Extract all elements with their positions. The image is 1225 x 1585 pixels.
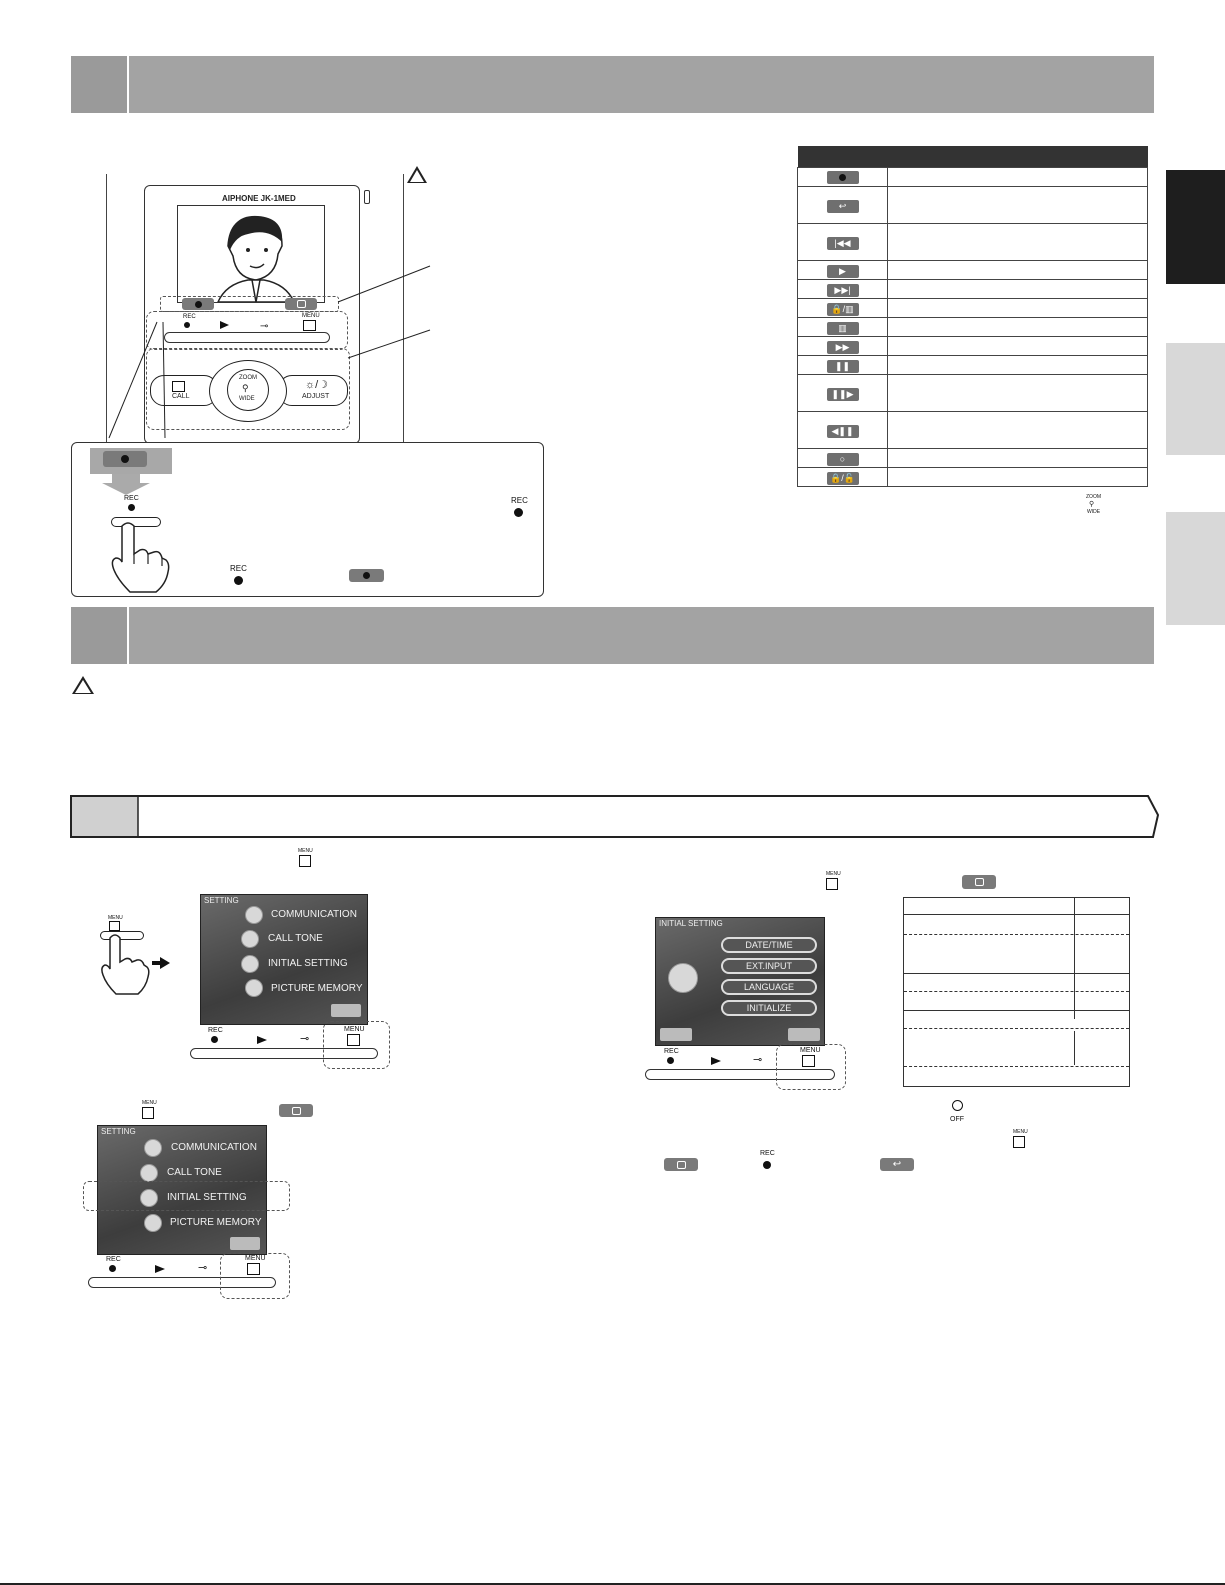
s1-menu-label: MENU <box>344 1026 365 1033</box>
screen-circle-button[interactable] <box>285 298 317 310</box>
zoom-label: ZOOM <box>239 375 257 381</box>
play-icon <box>257 1036 267 1044</box>
wide-label: WIDE <box>239 396 255 402</box>
note-back-button[interactable]: ↩ <box>880 1158 914 1171</box>
fast-forward-icon: ▶▶ <box>827 341 859 354</box>
play-icon <box>155 1265 165 1273</box>
zoom-callout-lines <box>105 310 205 450</box>
step3-menu-label: MENU <box>826 871 841 877</box>
initialize-button[interactable]: INITIALIZE <box>721 1000 817 1016</box>
callout-rec-screen-button-bottom[interactable] <box>349 569 384 582</box>
side-tab-dark <box>1166 170 1225 284</box>
note-rec-dot <box>763 1161 771 1169</box>
legend-wide-label: WIDE <box>1087 509 1101 515</box>
magnifier-icon: ⚲ <box>242 383 249 393</box>
play-icon: ▶ <box>827 265 859 278</box>
s1-menu-highlight <box>323 1021 390 1069</box>
date-time-button[interactable]: DATE/TIME <box>721 937 817 953</box>
skip-back-icon: |◀◀ <box>827 237 859 250</box>
screen-ok-button[interactable] <box>230 1237 260 1250</box>
s3-menu-highlight <box>776 1044 846 1090</box>
picture-memory-icon <box>144 1214 162 1232</box>
s1-rec-label: REC <box>208 1027 223 1034</box>
legend-zoom-label: ZOOM <box>1086 494 1101 500</box>
grid-dash <box>904 991 1129 992</box>
language-button[interactable]: LANGUAGE <box>721 979 817 995</box>
adjust-label: ADJUST <box>302 393 330 400</box>
warning-icon-inner <box>410 170 424 182</box>
grid-dash <box>904 1028 1129 1029</box>
step-back-icon: ◀❚❚ <box>827 425 859 438</box>
s2-rec-dot <box>109 1265 116 1272</box>
rec-key-label: REC <box>183 314 196 320</box>
screen-ok-button[interactable] <box>788 1028 820 1041</box>
section-number-tab <box>71 56 129 113</box>
legend-header-desc <box>888 146 1148 168</box>
s1-rec-dot <box>211 1036 218 1043</box>
menu-list-icon <box>1013 1136 1025 1148</box>
callout-rec-screen-button[interactable] <box>103 451 147 467</box>
callout-lines <box>330 260 440 370</box>
initial-setting-screen <box>655 917 825 1046</box>
menu-list-icon <box>299 855 311 867</box>
call-tone-icon <box>140 1164 158 1182</box>
call-tone-icon <box>241 930 259 948</box>
circle-icon <box>677 1161 686 1169</box>
play-icon <box>711 1057 721 1065</box>
brightness-icon: ☼/☽ <box>305 379 328 391</box>
menu-communication[interactable]: COMMUNICATION <box>271 909 357 920</box>
key-icon: ⊸ <box>753 1054 763 1066</box>
legend-header-icon <box>798 146 888 168</box>
brand-label: AIPHONE JK-1MED <box>222 194 296 203</box>
initial-setting-title: INITIAL SETTING <box>659 919 723 928</box>
grid-dash <box>904 1066 1129 1067</box>
key-icon: ⊸ <box>198 1262 208 1274</box>
grid-line <box>904 1010 1129 1011</box>
screen-ok-button[interactable] <box>331 1004 361 1017</box>
menu-initial-setting[interactable]: INITIAL SETTING <box>167 1192 247 1203</box>
callout-rec-label-bottom: REC <box>230 564 247 573</box>
menu-list-icon <box>142 1107 154 1119</box>
settings-grid <box>903 897 1130 1087</box>
grid-line <box>904 914 1129 915</box>
pressing-hand-icon <box>108 520 172 594</box>
circle-icon: ○ <box>827 453 859 466</box>
down-arrow-head <box>102 483 150 495</box>
record-dot-icon <box>827 171 859 184</box>
initial-setting-large-icon <box>668 963 698 993</box>
section-header-band-1 <box>71 56 1154 113</box>
note-menu-label: MENU <box>1013 1129 1028 1135</box>
section-number-tab <box>71 607 129 664</box>
screen-back-button[interactable] <box>660 1028 692 1041</box>
record-dot-icon <box>121 455 129 463</box>
menu-initial-setting[interactable]: INITIAL SETTING <box>268 958 348 969</box>
s2-menu-highlight <box>220 1253 290 1299</box>
circle-icon <box>297 300 306 308</box>
s3-rec-label: REC <box>664 1048 679 1055</box>
monitor-screen <box>177 205 325 303</box>
note-circle-button[interactable] <box>664 1158 698 1171</box>
menu-list-icon <box>826 878 838 890</box>
legend-magnifier-icon: ⚲ <box>1089 501 1095 508</box>
picture-memory-icon <box>245 979 263 997</box>
grid-divider <box>1074 898 1075 1019</box>
monitor-led <box>364 190 370 204</box>
screen-rec-button[interactable] <box>182 298 214 310</box>
back-arrow-icon: ↩ <box>827 200 859 213</box>
menu-picture-memory[interactable]: PICTURE MEMORY <box>271 983 363 994</box>
side-tab-light-1 <box>1166 343 1225 455</box>
initial-setting-highlight <box>83 1181 290 1211</box>
pause-icon: ❚❚ <box>827 360 859 373</box>
initial-setting-icon <box>241 955 259 973</box>
setting-screen-1 <box>200 894 368 1025</box>
lock-delete-icon: 🔒/▥ <box>827 303 859 316</box>
s3-rec-dot <box>667 1057 674 1064</box>
s2-menu-label: MENU <box>245 1255 266 1262</box>
lock-unlock-icon: 🔒/🔓 <box>827 472 859 485</box>
circle-icon <box>975 878 984 886</box>
warning-icon-2-inner <box>75 680 91 693</box>
step-forward-icon: ❚❚▶ <box>827 388 859 401</box>
pressing-hand-icon <box>98 932 152 996</box>
s2-rec-label: REC <box>106 1256 121 1263</box>
s3-menu-label: MENU <box>800 1047 821 1054</box>
step2-circle-button[interactable] <box>279 1104 313 1117</box>
menu-list-icon <box>303 320 316 331</box>
step2-menu-label: MENU <box>142 1100 157 1106</box>
right-arrow-head <box>160 957 170 969</box>
section-header-band-2 <box>71 607 1154 664</box>
trash-icon: ▥ <box>827 322 859 335</box>
step1-menu-label: MENU <box>298 848 313 854</box>
subsection-header <box>70 795 1160 839</box>
off-circle-icon <box>952 1100 963 1111</box>
communication-icon <box>245 906 263 924</box>
menu-call-tone[interactable]: CALL TONE <box>268 933 323 944</box>
callout-rec-dot <box>128 504 135 511</box>
hand-menu-label: MENU <box>108 915 123 921</box>
grid-divider <box>1074 1031 1075 1065</box>
icon-legend-table <box>797 146 1148 487</box>
note-rec-label: REC <box>760 1150 775 1157</box>
key-icon: ⊸ <box>260 321 269 332</box>
communication-icon <box>144 1139 162 1157</box>
record-dot-icon <box>363 572 370 579</box>
call-label: CALL <box>172 393 190 400</box>
callout-rec-dot-right <box>514 508 523 517</box>
callout-rec-label: REC <box>124 495 139 502</box>
setting-screen-title: SETTING <box>101 1127 136 1136</box>
callout-rec-label-right: REC <box>511 496 528 505</box>
grid-line <box>904 973 1129 974</box>
step3-circle-button[interactable] <box>962 875 996 889</box>
callout-rec-dot-bottom <box>234 576 243 585</box>
grid-dash <box>904 934 1129 935</box>
menu-call-tone[interactable]: CALL TONE <box>167 1167 222 1178</box>
play-icon <box>220 321 229 329</box>
menu-list-icon <box>109 921 120 931</box>
side-tab-light-2 <box>1166 512 1225 625</box>
menu-picture-memory[interactable]: PICTURE MEMORY <box>170 1217 262 1228</box>
setting-screen-title: SETTING <box>204 896 239 905</box>
ext-input-button[interactable]: EXT.INPUT <box>721 958 817 974</box>
skip-forward-icon: ▶▶| <box>827 284 859 297</box>
off-label: OFF <box>950 1116 964 1123</box>
record-dot-icon <box>195 301 202 308</box>
circle-icon <box>292 1107 301 1115</box>
menu-communication[interactable]: COMMUNICATION <box>171 1142 257 1153</box>
key-icon: ⊸ <box>300 1033 310 1045</box>
visitor-illustration <box>178 206 324 302</box>
menu-key-label: MENU <box>302 313 320 319</box>
